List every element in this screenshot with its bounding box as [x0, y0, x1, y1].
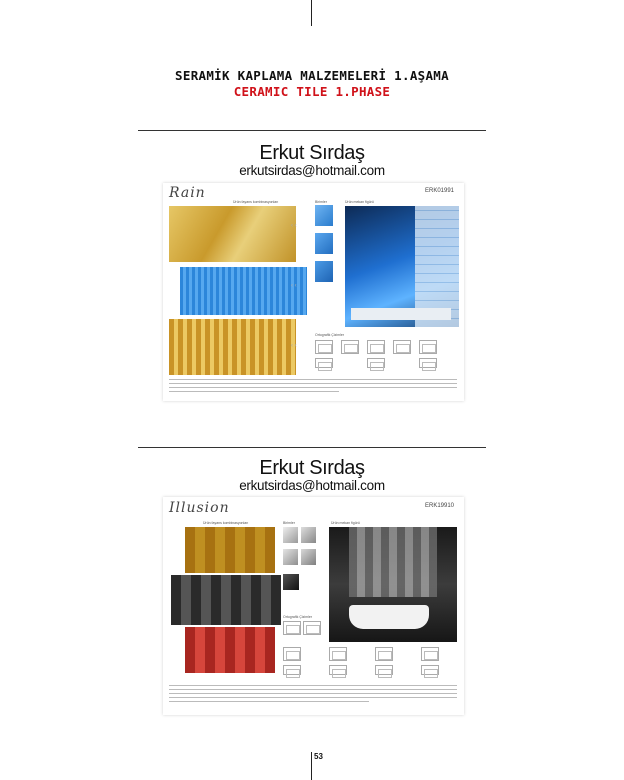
section-divider	[138, 447, 486, 448]
page-title-turkish: SERAMİK KAPLAMA MALZEMELERİ 1.AŞAMA	[175, 68, 449, 83]
tile-panel-red-weave	[185, 627, 275, 673]
label-application: Ürün mekan figürü	[345, 200, 374, 204]
label-units: Birimler	[315, 200, 327, 204]
page-number: 53	[314, 752, 323, 761]
orthographic-drawing	[375, 665, 393, 675]
orthographic-drawing	[329, 647, 347, 661]
unit-swatch	[301, 549, 316, 565]
unit-swatch	[283, 549, 298, 565]
label-application: Ürün mekan figürü	[331, 521, 360, 525]
orthographic-drawing	[303, 621, 321, 635]
text-line	[169, 697, 457, 698]
unit-swatch	[315, 233, 333, 254]
orthographic-drawing	[367, 358, 385, 368]
unit-swatch	[283, 527, 298, 543]
label-units: Birimler	[283, 521, 295, 525]
product-code: ERK01991	[425, 188, 455, 194]
unit-swatch	[315, 205, 333, 226]
product-code: ERK19910	[425, 503, 455, 509]
tile-panel-black-weave	[171, 575, 281, 625]
chevron-icon: ‹ ‹	[291, 223, 297, 229]
author-email: erkutsirdas@hotmail.com	[239, 478, 385, 493]
orthographic-drawing	[421, 665, 439, 675]
orthographic-drawing	[283, 621, 301, 635]
text-line	[169, 387, 457, 388]
orthographic-drawing	[419, 340, 437, 354]
label-combinations: Ürün fayans kombinasyonları	[233, 200, 279, 204]
text-line	[169, 685, 457, 686]
text-line	[169, 379, 457, 380]
page-title-english: CERAMIC TILE 1.PHASE	[233, 84, 391, 99]
text-line	[169, 689, 457, 690]
crop-mark-top	[311, 0, 312, 26]
collection-name: Illusion	[169, 500, 230, 516]
text-line	[169, 391, 339, 392]
orthographic-drawing	[315, 340, 333, 354]
author-email: erkutsirdas@hotmail.com	[239, 163, 385, 178]
chevron-icon: ‹ ‹	[291, 343, 297, 349]
bathroom-application-photo	[345, 206, 459, 327]
orthographic-drawing	[283, 647, 301, 661]
author-name: Erkut Sırdaş	[259, 142, 365, 164]
label-drawings: Ortografik Çizimler	[283, 615, 312, 619]
orthographic-drawing	[419, 358, 437, 368]
orthographic-drawing	[283, 665, 301, 675]
chevron-icon: ‹ ‹	[291, 283, 297, 289]
orthographic-drawing	[341, 340, 359, 354]
author-name: Erkut Sırdaş	[259, 457, 365, 479]
orthographic-drawing	[367, 340, 385, 354]
label-drawings: Ortografik Çizimler	[315, 333, 344, 337]
unit-swatch	[315, 261, 333, 282]
tile-panel-gold	[169, 206, 296, 262]
orthographic-drawing	[315, 358, 333, 368]
tile-panel-gold-weave	[185, 527, 275, 573]
unit-swatch	[301, 527, 316, 543]
tile-panel-blue	[180, 267, 307, 315]
text-line	[169, 693, 457, 694]
orthographic-drawing	[375, 647, 393, 661]
orthographic-drawing	[421, 647, 439, 661]
orthographic-drawing	[393, 340, 411, 354]
section-divider	[138, 130, 486, 131]
collection-name: Rain	[169, 185, 206, 201]
unit-swatch	[283, 574, 299, 590]
text-line	[169, 701, 369, 702]
text-line	[169, 383, 457, 384]
presentation-sheet-rain	[163, 183, 464, 401]
presentation-sheet-illusion	[163, 497, 464, 715]
crop-mark-bottom	[311, 752, 312, 780]
label-combinations: Ürün fayans kombinasyonları	[203, 521, 249, 525]
bathroom-application-photo	[329, 527, 457, 642]
tile-panel-gold-ribbed	[169, 319, 296, 375]
orthographic-drawing	[329, 665, 347, 675]
